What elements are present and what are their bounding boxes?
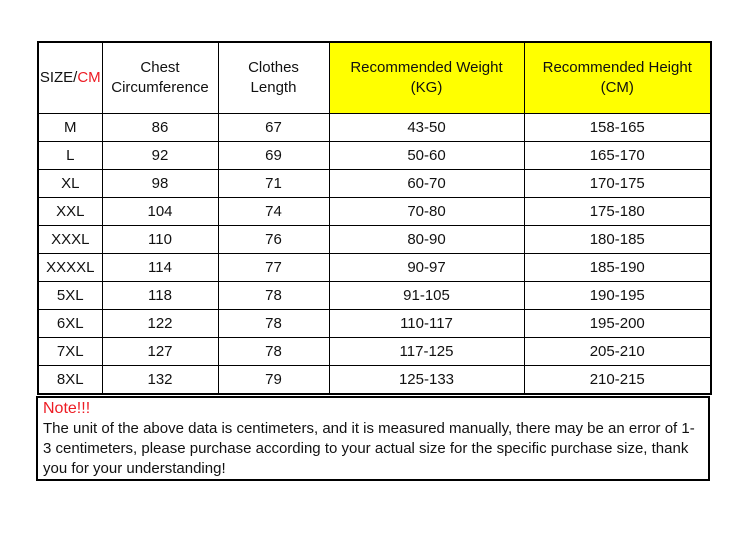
table-row [38, 338, 711, 366]
table-row [38, 310, 711, 338]
length-label-line1: Clothes [248, 59, 299, 76]
table-row [38, 254, 711, 282]
header-cell-weight [329, 42, 524, 114]
cell-chest: 92 [102, 142, 218, 170]
cell-height: 180-185 [524, 226, 711, 254]
cell-size: XL [38, 170, 102, 198]
cell-chest: 104 [102, 198, 218, 226]
size-unit-label: CM [77, 69, 101, 86]
size-chart-body [38, 114, 711, 395]
cell-weight: 90-97 [329, 254, 524, 282]
cell-height: 175-180 [524, 198, 711, 226]
length-label-line2: Length [250, 79, 297, 96]
cell-weight: 70-80 [329, 198, 524, 226]
cell-chest: 86 [102, 114, 218, 142]
cell-weight: 60-70 [329, 170, 524, 198]
cell-clothes-length: 76 [218, 226, 329, 254]
table-row [38, 226, 711, 254]
cell-clothes-length: 78 [218, 310, 329, 338]
cell-clothes-length: 78 [218, 282, 329, 310]
table-row [38, 142, 711, 170]
cell-clothes-length: 74 [218, 198, 329, 226]
weight-label-line1: Recommended Weight [350, 59, 503, 76]
cell-clothes-length: 79 [218, 366, 329, 395]
header-row [38, 42, 711, 114]
cell-size: M [38, 114, 102, 142]
cell-size: XXXXL [38, 254, 102, 282]
cell-height: 195-200 [524, 310, 711, 338]
table-row [38, 114, 711, 142]
cell-height: 165-170 [524, 142, 711, 170]
cell-size: 8XL [38, 366, 102, 395]
cell-size: XXL [38, 198, 102, 226]
table-row [38, 170, 711, 198]
chest-label-line2: Circumference [111, 79, 209, 96]
cell-size: 6XL [38, 310, 102, 338]
cell-height: 158-165 [524, 114, 711, 142]
header-cell-chest [102, 42, 218, 114]
cell-chest: 110 [102, 226, 218, 254]
cell-weight: 125-133 [329, 366, 524, 395]
cell-chest: 114 [102, 254, 218, 282]
cell-weight: 91-105 [329, 282, 524, 310]
cell-clothes-length: 71 [218, 170, 329, 198]
height-label-line1: Recommended Height [542, 59, 692, 76]
cell-size: XXXL [38, 226, 102, 254]
cell-clothes-length: 67 [218, 114, 329, 142]
table-row [38, 366, 711, 395]
header-cell-clothes-length [218, 42, 329, 114]
cell-weight: 50-60 [329, 142, 524, 170]
cell-chest: 118 [102, 282, 218, 310]
table-row [38, 282, 711, 310]
note-title: Note!!! [43, 400, 91, 417]
height-label-line2: (CM) [600, 79, 634, 96]
cell-height: 170-175 [524, 170, 711, 198]
table-row [38, 198, 711, 226]
note-body: The unit of the above data is centimeters, and it is measured manually, there may be an error of 1-3 centimeters, please purchase according to your actual size for the specific purchase size, thank you for your understanding! [43, 420, 695, 477]
weight-label-line2: (KG) [410, 79, 443, 96]
cell-size: 5XL [38, 282, 102, 310]
cell-height: 185-190 [524, 254, 711, 282]
cell-height: 205-210 [524, 338, 711, 366]
cell-chest: 127 [102, 338, 218, 366]
cell-chest: 122 [102, 310, 218, 338]
cell-weight: 80-90 [329, 226, 524, 254]
cell-size: L [38, 142, 102, 170]
cell-weight: 110-117 [329, 310, 524, 338]
cell-clothes-length: 78 [218, 338, 329, 366]
cell-clothes-length: 69 [218, 142, 329, 170]
chest-label-line1: Chest [140, 59, 180, 76]
size-chart-table [37, 41, 712, 395]
note-box [36, 396, 710, 481]
cell-size: 7XL [38, 338, 102, 366]
size-label: SIZE/ [39, 69, 78, 86]
cell-clothes-length: 77 [218, 254, 329, 282]
header-cell-height [524, 42, 711, 114]
header-cell-size [38, 42, 102, 114]
cell-chest: 132 [102, 366, 218, 395]
cell-weight: 43-50 [329, 114, 524, 142]
cell-chest: 98 [102, 170, 218, 198]
cell-height: 210-215 [524, 366, 711, 395]
cell-height: 190-195 [524, 282, 711, 310]
cell-weight: 117-125 [329, 338, 524, 366]
